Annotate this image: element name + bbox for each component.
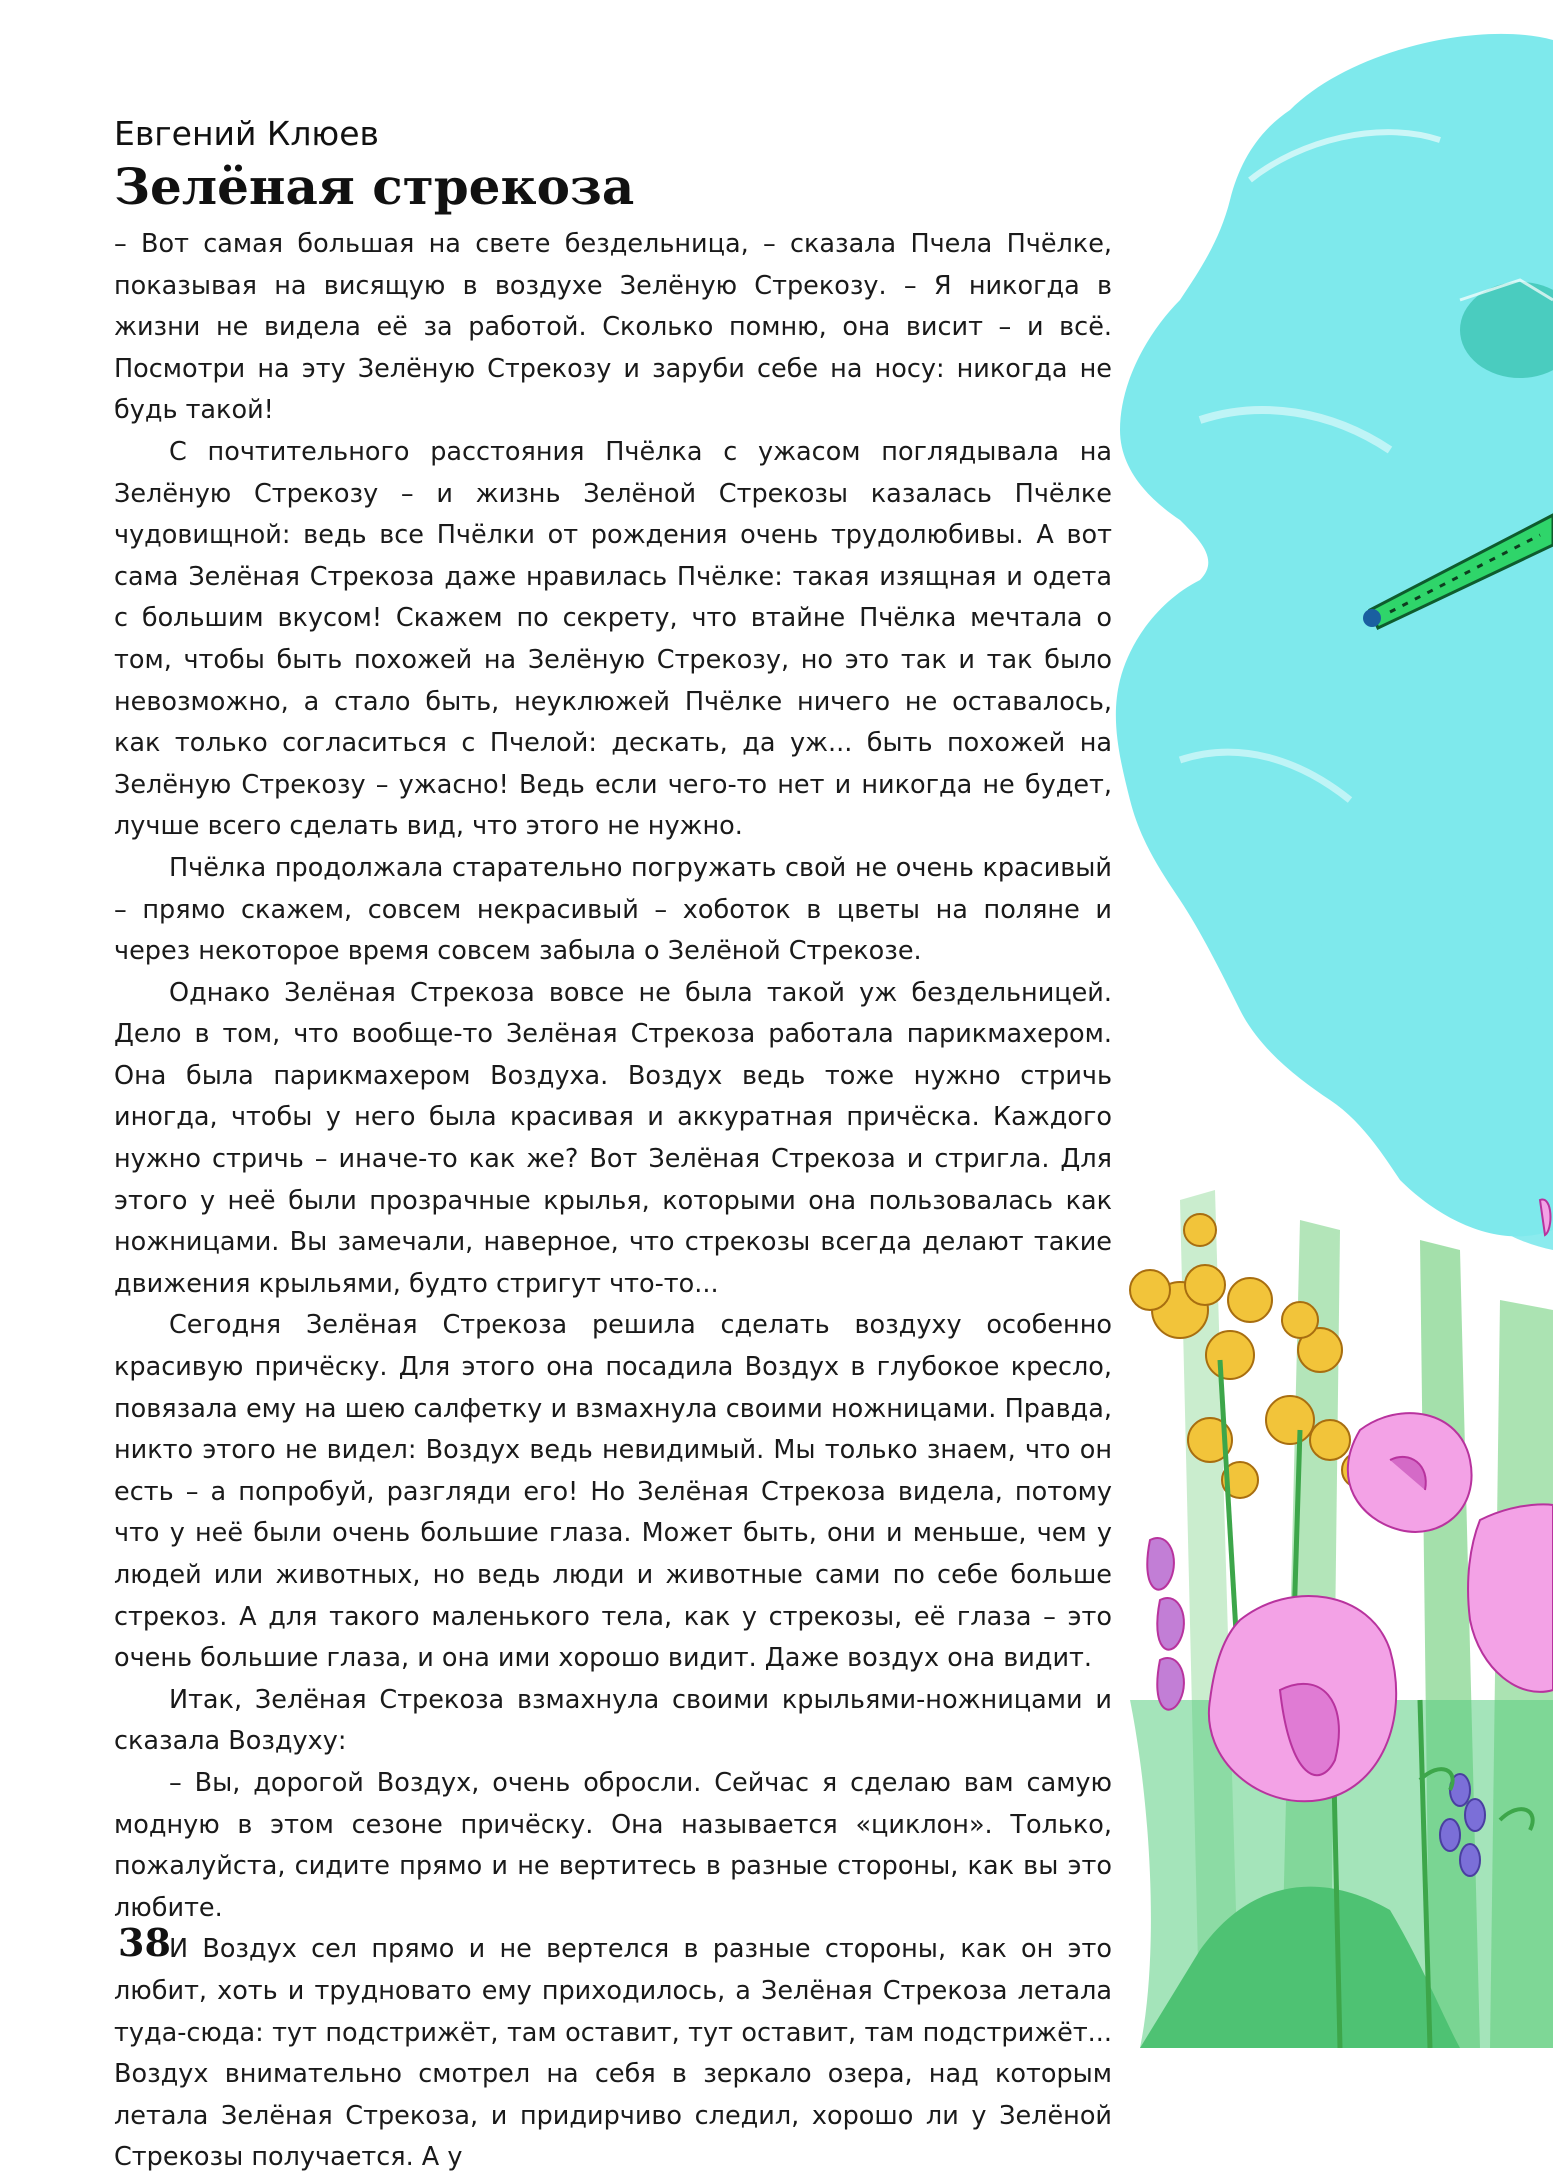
pink-flowers <box>1147 1200 1553 1802</box>
author-name: Евгений Клюев <box>114 114 379 153</box>
yellow-flowers <box>1130 1214 1378 1498</box>
flower-stems <box>1220 1360 1430 2048</box>
purple-vetch <box>1440 1774 1485 1876</box>
article <box>114 112 1112 2179</box>
paragraph: – Вы, дорогой Воздух, очень обросли. Сейчас я сделаю вам самую модную в этом сезоне причёску. Она называется «циклон». Только, пожалуйста, сидите прямо и не вертитесь в разные стороны, как вы это любите. <box>114 1767 1112 1923</box>
curly-tendrils <box>1420 1769 1533 1830</box>
paragraph: Однако Зелёная Стрекоза вовсе не была такой уж бездельницей. Дело в том, что вообще-то Зелёная Стрекоза работала парикмахером. Она была парикмахером Воздуха. Воздух ведь тоже нужно стричь иногда, чтобы у него была красивая и аккуратная причёска. Каждого нужно стричь – иначе-то как же? Вот Зелёная Стрекоза и стригла. Для этого у неё были прозрачные крылья, которыми она пользовалась как ножницами. Вы замечали, наверное, что стрекозы всегда делают такие движения крыльями, будто стригут что-то... <box>114 977 1112 1299</box>
dragonfly <box>1363 280 1553 628</box>
sky-brush <box>1116 34 1553 1250</box>
paragraph: Пчёлка продолжала старательно погружать свой не очень красивый – прямо скажем, совсем некрасивый – хоботок в цветы на поляне и через некоторое время совсем забыла о Зелёной Стрекозе. <box>114 852 1112 967</box>
story-title: Зелёная стрекоза <box>114 157 635 216</box>
grass <box>1130 1190 1553 2048</box>
paragraph: И Воздух сел прямо и не вертелся в разные стороны, как он это любит, хоть и трудновато ему приходилось, а Зелёная Стрекоза летала туда-сюда: тут подстрижёт, там оставит, тут оставит, там подстрижёт... Воздух внимательно смотрел на себя в зеркало озера, над которым летала Зелёная Стрекоза, и придирчиво следил, хорошо ли у Зелёной Стрекозы получается. А у <box>114 1934 1112 2173</box>
paragraph: Итак, Зелёная Стрекоза взмахнула своими крыльями-ножницами и сказала Воздуху: <box>114 1684 1112 1757</box>
paragraph: Сегодня Зелёная Стрекоза решила сделать воздуху особенно красивую причёску. Для этого она посадила Воздух в глубокое кресло, повязала ему на шею салфетку и взмахнула своими ножницами. Правда, никто этого не видел: Воздух ведь невидимый. Мы только знаем, что он есть – а попробуй, разгляди его! Но Зелёная Стрекоза видела, потому что у неё были очень большие глаза. Может быть, они и меньше, чем у людей или животных, но ведь люди и животные сами по себе больше стрекоз. А для такого маленького тела, как у стрекозы, её глаза – это очень большие глаза, и она ими хорошо видит. Даже воздух она видит. <box>114 1310 1112 1674</box>
paragraph: – Вот самая большая на свете бездельница, – сказала Пчела Пчёлке, показывая на висящую в воздухе Зелёную Стрекозу. – Я никогда в жизни не видела её за работой. Сколько помню, она висит – и всё. Посмотри на эту Зелёную Стрекозу и заруби себе на носу: никогда не будь такой! <box>114 229 1112 426</box>
paragraph: С почтительного расстояния Пчёлка с ужасом поглядывала на Зелёную Стрекозу – и жизнь Зелёной Стрекозы казалась Пчёлке чудовищной: ведь все Пчёлки от рождения очень трудолюбивы. А вот сама Зелёная Стрекоза даже нравилась Пчёлке: такая изящная и одета с большим вкусом! Скажем по секрету, что втайне Пчёлка мечтала о том, чтобы быть похожей на Зелёную Стрекозу, но это так и так было невозможно, а стало быть, неуклюжей Пчёлке ничего не оставалось, как только согласиться с Пчелой: дескать, да уж... быть похожей на Зелёную Стрекозу – ужасно! Ведь если чего-то нет и никогда не будет, лучше всего сделать вид, что этого не нужно. <box>114 436 1112 842</box>
page-number: 38 <box>118 1920 171 1965</box>
